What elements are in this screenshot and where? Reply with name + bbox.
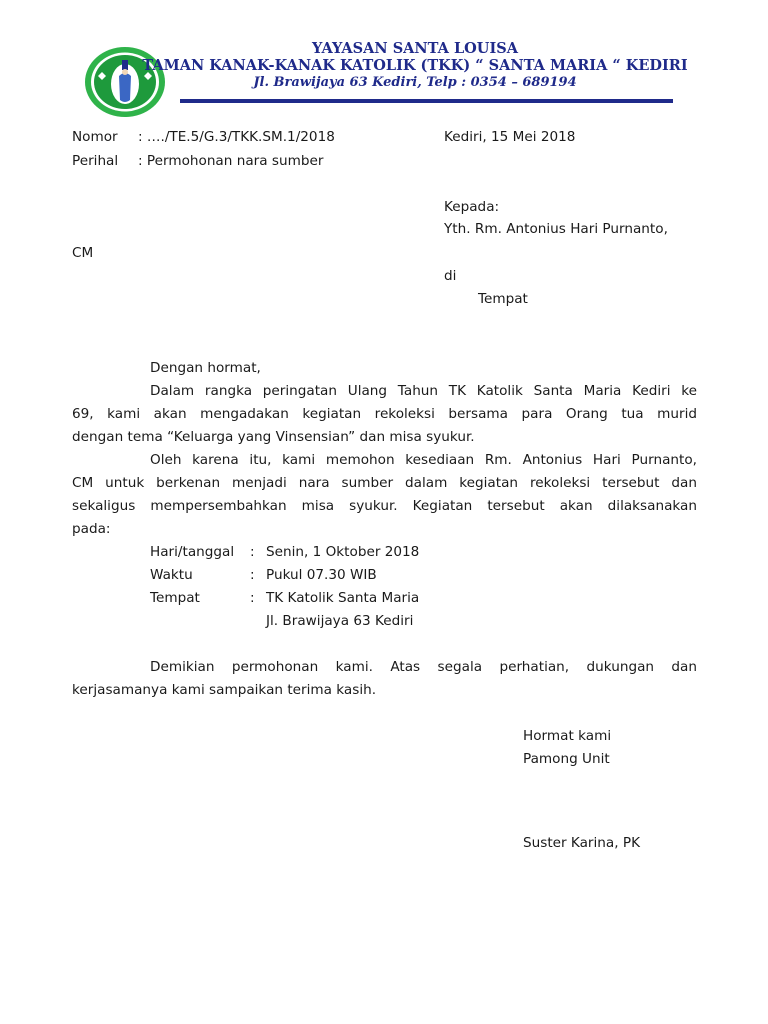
nomor-value: : …./TE.5/G.3/TKK.SM.1/2018 <box>138 129 335 145</box>
schedule-sep-time: : <box>250 567 255 583</box>
paragraph-2-line-2: CM untuk berkenan menjadi nara sumber dalam kegiatan rekoleksi tersebut dan <box>72 475 697 491</box>
recipient-name: Yth. Rm. Antonius Hari Purnanto, <box>444 221 668 237</box>
school-address: Jl. Brawijaya 63 Kediri, Telp : 0354 – 689194 <box>253 75 577 90</box>
header-divider <box>180 99 673 103</box>
paragraph-1-line-1: Dalam rangka peringatan Ulang Tahun TK Katolik Santa Maria Kediri ke <box>150 383 697 399</box>
recipient-kepada: Kepada: <box>444 199 500 215</box>
closing-line-1: Demikian permohonan kami. Atas segala perhatian, dukungan dan <box>150 659 697 675</box>
closing-line-2: kerjasamanya kami sampaikan terima kasih. <box>72 682 377 698</box>
recipient-tempat: Tempat <box>478 291 528 307</box>
perihal-value: : Permohonan nara sumber <box>138 153 324 169</box>
schedule-sep-place: : <box>250 590 255 606</box>
paragraph-2-line-3: sekaligus mempersembahkan misa syukur. Kegiatan tersebut akan dilaksanakan <box>72 498 697 514</box>
paragraph-2-line-1: Oleh karena itu, kami memohon kesediaan Rm. Antonius Hari Purnanto, <box>150 452 697 468</box>
signature-role: Pamong Unit <box>523 751 610 767</box>
schedule-value-address: Jl. Brawijaya 63 Kediri <box>266 613 414 629</box>
recipient-name-cont: CM <box>72 245 94 261</box>
schedule-value-time: Pukul 07.30 WIB <box>266 567 377 583</box>
schedule-label-place: Tempat <box>150 590 200 606</box>
org-name: YAYASAN SANTA LOUISA <box>312 40 518 57</box>
signature-signer: Suster Karina, PK <box>523 835 641 851</box>
schedule-label-time: Waktu <box>150 567 193 583</box>
school-name: TAMAN KANAK-KANAK KATOLIK (TKK) “ SANTA MARIA “ KEDIRI <box>142 57 688 74</box>
nomor-label: Nomor <box>72 129 118 145</box>
schedule-value-place: TK Katolik Santa Maria <box>266 590 420 606</box>
letter-date: Kediri, 15 Mei 2018 <box>444 129 576 145</box>
greeting: Dengan hormat, <box>150 360 261 376</box>
schedule-sep-date: : <box>250 544 255 560</box>
paragraph-2-line-4: pada: <box>72 521 111 537</box>
paragraph-1-line-2: 69, kami akan mengadakan kegiatan rekoleksi bersama para Orang tua murid <box>72 406 697 422</box>
signature-regards: Hormat kami <box>523 728 612 744</box>
schedule-value-date: Senin, 1 Oktober 2018 <box>266 544 420 560</box>
schedule-label-date: Hari/tanggal <box>150 544 235 560</box>
recipient-di: di <box>444 268 457 284</box>
paragraph-1-line-3: dengan tema “Keluarga yang Vinsensian” dan misa syukur. <box>72 429 475 445</box>
perihal-label: Perihal <box>72 153 119 169</box>
